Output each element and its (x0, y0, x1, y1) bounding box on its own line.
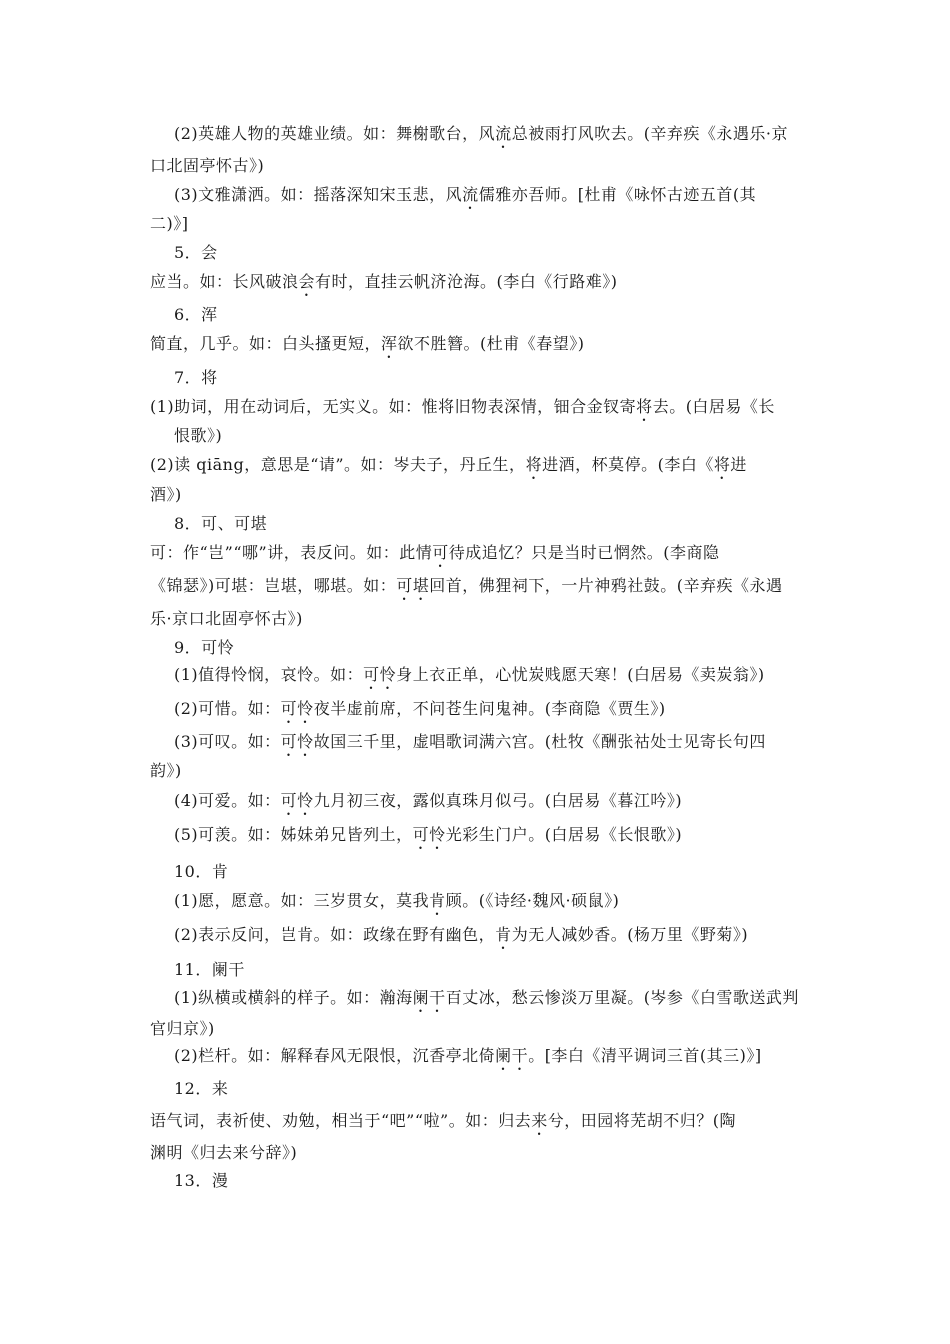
text-segment: 总被雨打风吹去。(辛弃疾《永遇乐·京 (511, 124, 789, 143)
emphasized-word: 阑干 (412, 988, 446, 1007)
text-line (174, 925, 820, 953)
text-segment: 乐·京口北固亭怀古》) (150, 609, 303, 628)
text-segment: 顾。(《诗经·魏风·硕鼠》) (445, 891, 620, 910)
text-segment: 韵》) (150, 761, 182, 780)
text-line (174, 862, 820, 882)
text-segment: 应当。如：长风破浪 (150, 272, 299, 291)
text-segment: 7．将 (174, 368, 218, 387)
text-segment: 进酒，杯莫停。(李白《 (542, 455, 714, 474)
text-segment: 回首，佛狸祠下，一片神鸦社鼓。(辛弃疾《永遇 (429, 576, 783, 595)
text-segment: 九月初三夜，露似真珠月似弓。(白居易《暮江吟》) (313, 791, 683, 810)
text-segment: 可：作“岂”“哪”讲，表反问。如：此情 (150, 543, 433, 562)
text-line (174, 1079, 820, 1099)
text-line (174, 699, 820, 727)
text-segment: (2)栏杆。如：解释春风无限恨，沉香亭北倚 (174, 1046, 496, 1065)
text-segment: 二)》] (150, 214, 189, 233)
text-line (174, 1046, 820, 1074)
text-segment: 13．漫 (174, 1171, 229, 1190)
text-segment: 去。(白居易《长 (652, 397, 775, 416)
text-segment: 兮，田园将芜胡不归？(陶 (547, 1111, 736, 1130)
text-segment: 夜半虚前席，不问苍生问鬼神。(李商隐《贾生》) (313, 699, 666, 718)
text-segment: 官归京》) (150, 1019, 215, 1038)
text-segment: 《锦瑟》)可堪：岂堪，哪堪。如： (150, 576, 397, 595)
text-segment: (1)值得怜悯，哀怜。如： (174, 665, 364, 684)
text-segment: (2)可惜。如： (174, 699, 281, 718)
text-line (174, 960, 820, 980)
text-segment: (3)可叹。如： (174, 732, 281, 751)
text-segment: (2)读 qiāng，意思是“请”。如：岑夫子，丹丘生， (150, 455, 526, 474)
text-segment: 9．可怜 (174, 638, 235, 657)
text-line (150, 1143, 820, 1163)
text-segment: 酒》) (150, 485, 182, 504)
text-line (174, 368, 820, 388)
text-segment: 光彩生门户。(白居易《长恨歌》) (445, 825, 683, 844)
text-segment: (2)表示反问，岂肯。如：政缘在野有幽色， (174, 925, 496, 944)
text-segment: (4)可爱。如： (174, 791, 281, 810)
emphasized-word: 可怜 (280, 699, 314, 718)
text-line (150, 609, 820, 629)
emphasized-word: 可怜 (412, 825, 446, 844)
text-segment: 儒雅亦吾师。[杜甫《咏怀古迹五首(其 (478, 185, 757, 204)
emphasized-word: 来 (531, 1111, 548, 1130)
text-line (150, 334, 820, 362)
text-line (174, 988, 820, 1016)
text-segment: 6．浑 (174, 305, 218, 324)
emphasized-word: 可怜 (363, 665, 397, 684)
text-segment: 8．可、可堪 (174, 514, 268, 533)
text-segment: 故国三千里，虚唱歌词满六宫。(杜牧《酬张祜处士见寄长句四 (313, 732, 766, 751)
text-line (150, 485, 820, 505)
text-segment: (1)助词，用在动词后，无实义。如：惟将旧物表深情，钿合金钗寄 (150, 397, 637, 416)
emphasized-word: 将 (713, 455, 731, 474)
text-segment: 12．来 (174, 1079, 229, 1098)
text-segment: 待成追忆？只是当时已惘然。(李商隐 (448, 543, 720, 562)
text-line (150, 397, 820, 425)
text-segment: (1)愿，愿意。如：三岁贯女，莫我 (174, 891, 430, 910)
text-segment: (1)纵横或横斜的样子。如：瀚海 (174, 988, 413, 1007)
emphasized-word: 肯 (495, 925, 512, 944)
text-line (174, 891, 820, 919)
text-segment: 口北固亭怀古》) (150, 156, 265, 175)
text-line (174, 638, 820, 658)
text-line (150, 761, 820, 781)
text-line (174, 243, 820, 263)
text-segment: (2)英雄人物的英雄业绩。如：舞榭歌台，风 (174, 124, 496, 143)
text-line (150, 543, 820, 571)
emphasized-word: 可怜 (280, 791, 314, 810)
text-segment: (3)文雅潇洒。如：摇落深知宋玉悲，风 (174, 185, 463, 204)
text-line (174, 426, 820, 446)
text-segment: 10．肯 (174, 862, 229, 881)
text-segment: 恨歌》) (174, 426, 223, 445)
text-segment: 百丈冰，愁云惨淡万里凝。(岑参《白雪歌送武判 (445, 988, 799, 1007)
emphasized-word: 将 (636, 397, 653, 416)
text-line (174, 665, 820, 693)
text-line (174, 732, 820, 760)
emphasized-word: 可堪 (396, 576, 430, 595)
text-line (150, 576, 820, 604)
text-line (150, 214, 820, 234)
text-segment: 进 (730, 455, 747, 474)
text-line (150, 1019, 820, 1039)
text-line (174, 305, 820, 325)
text-line (174, 514, 820, 534)
text-segment: 有时，直挂云帆济沧海。(李白《行路难》) (315, 272, 618, 291)
text-segment: 简直，几乎。如：白头搔更短， (150, 334, 382, 353)
text-line (150, 455, 820, 483)
text-line (174, 185, 820, 213)
emphasized-word: 流 (495, 124, 512, 143)
text-line (174, 124, 820, 152)
text-segment: 语气词，表祈使、劝勉，相当于“吧”“啦”。如：归去 (150, 1111, 532, 1130)
emphasized-word: 可怜 (280, 732, 314, 751)
emphasized-word: 肯 (429, 891, 446, 910)
emphasized-word: 浑 (381, 334, 398, 353)
text-line (150, 272, 820, 300)
text-segment: 为无人减妙香。(杨万里《野菊》) (511, 925, 749, 944)
text-segment: 渊明《归去来兮辞》) (150, 1143, 298, 1162)
emphasized-word: 流 (462, 185, 479, 204)
text-segment: 身上衣正单，心忧炭贱愿天寒！(白居易《卖炭翁》) (396, 665, 765, 684)
text-line (174, 825, 820, 853)
emphasized-word: 会 (298, 272, 316, 291)
text-segment: 欲不胜簪。(杜甫《春望》) (397, 334, 585, 353)
text-segment: 11．阑干 (174, 960, 245, 979)
emphasized-word: 阑干 (495, 1046, 529, 1065)
emphasized-word: 可 (432, 543, 449, 562)
text-line (150, 156, 820, 176)
text-line (174, 791, 820, 819)
text-segment: (5)可羡。如：姊妹弟兄皆列土， (174, 825, 413, 844)
emphasized-word: 将 (525, 455, 543, 474)
text-line (150, 1111, 820, 1139)
text-segment: 5．会 (174, 243, 218, 262)
text-line (174, 1171, 820, 1191)
text-segment: 。[李白《清平调词三首(其三)》] (528, 1046, 762, 1065)
